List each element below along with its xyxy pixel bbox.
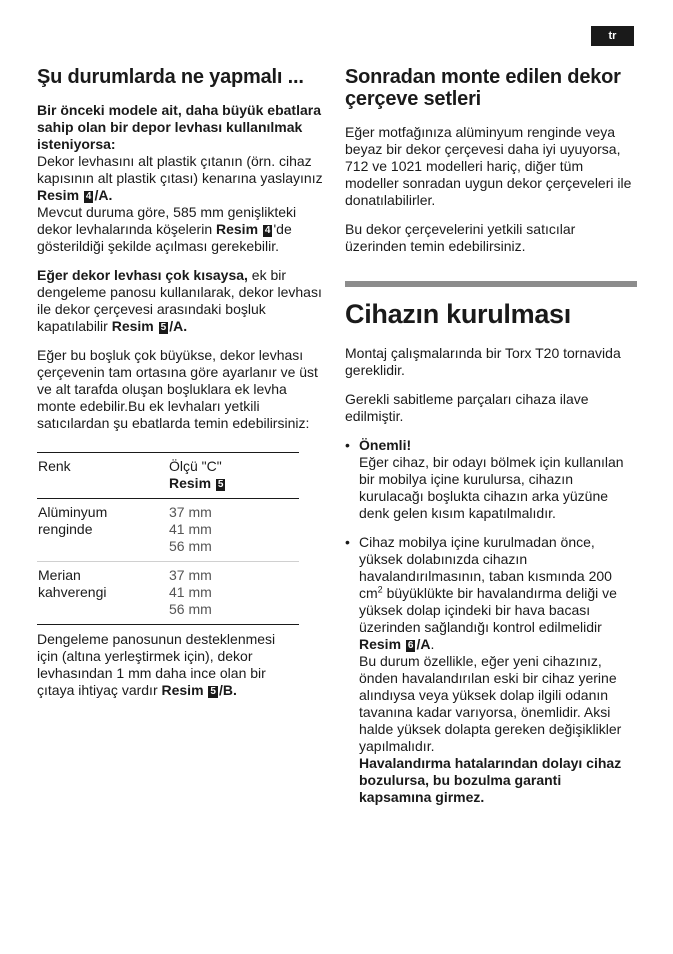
important-text: Eğer cihaz, bir odayı bölmek için kullanılan bir mobilya içine kurulursa, cihazın kurulacağı boşlukta cihazın arka yüzüne denk gelen kısım kapatılmalıdır.: [359, 454, 624, 521]
installation-notes-list: [345, 437, 637, 806]
header-color: Renk: [37, 453, 168, 499]
ventilation-text-c: Bu durum özellikle, eğer yeni cihazınız, önden havalandırılan eski bir cihaz yerine alındıysa veya yüksek dolap ilgili odanın tavanına kadar varıyorsa, önemlidir. Aksi halde yüksek dolapta gereken değişiklikler yapılmalıdır.: [359, 653, 622, 754]
figure-reference: Resim 4 /A.: [37, 187, 113, 203]
figure-6-badge: 6: [407, 640, 414, 651]
larger-panel-text-b: Mevcut duruma göre, 585 mm genişlikteki dekor levhalarında köşelerin: [37, 204, 297, 237]
row-color: Merian kahverengi: [37, 562, 168, 625]
dimensions-table: [37, 452, 299, 625]
bullet: •: [345, 437, 350, 453]
table-row: [37, 499, 299, 562]
section-title-frame-sets: Sonradan monte edilen dekor çerçeve setleri: [345, 66, 621, 110]
section-title-installation: Cihazın kurulması: [345, 299, 571, 329]
figure-reference: Resim 6 /A: [359, 636, 431, 652]
paragraph-dealers: Bu dekor çerçevelerini yetkili satıcılar üzerinden temin edebilirsiniz.: [345, 221, 576, 254]
figure-4-badge: 4: [264, 225, 271, 236]
short-panel-text: ek bir dengeleme panosu kullanılarak, dekor levhası ile dekor çerçevesi arasındaki boşluk kapatılabilir: [37, 267, 322, 334]
figure-4-badge: 4: [85, 191, 92, 202]
language-tab: tr: [591, 26, 634, 46]
warranty-warning: Havalandırma hatalarından dolayı cihaz bozulursa, bu bozulma garanti kapsamına girmez.: [359, 755, 622, 805]
table-row: [37, 562, 299, 625]
table-header-row: [37, 453, 299, 499]
paragraph-short-panel: [37, 267, 329, 335]
figure-5-badge: 5: [160, 322, 167, 333]
figure-reference: Resim 5 /B.: [161, 682, 237, 698]
ventilation-text-a: Cihaz mobilya içine kurulmadan önce, yüksek dolabınızda cihazın havalandırılmasının, taban kısmında 200 cm: [359, 534, 612, 601]
paragraph-torx: Montaj çalışmalarında bir Torx T20 tornavida gereklidir.: [345, 345, 621, 378]
figure-reference: Resim 4: [216, 221, 271, 237]
important-heading: Önemli!: [359, 437, 412, 453]
figure-5-badge: 5: [217, 479, 224, 490]
paragraph-fixings: Gerekli sabitleme parçaları cihaza ilave edilmiştir.: [345, 391, 589, 424]
list-item: [345, 437, 637, 522]
header-size: Ölçü "C" Resim 5: [168, 453, 299, 499]
figure-reference: Resim 5 /A.: [111, 318, 188, 334]
larger-panel-text-c: 'de gösterildiği şekilde açılması gerekebilir.: [37, 221, 292, 254]
ventilation-text-b: büyüklükte bir havalandırma deliği ve yüksek dolap içindeki bir hava bacası üzerinden sağlandığı kontrol edilmelidir: [359, 585, 617, 635]
section-title-what-to-do: Şu durumlarda ne yapmalı ...: [37, 66, 304, 88]
short-panel-heading: Eğer dekor levhası çok kısaysa,: [37, 267, 248, 283]
right-column: [345, 66, 637, 818]
section-divider: [345, 281, 637, 287]
superscript: 2: [377, 584, 383, 595]
bullet: •: [345, 534, 350, 550]
list-item: • Cihaz mobilya içine kurulmadan önce, yüksek dolabınızda cihazın havalandırılmasının, taban kısmında 200 $cm^2$ büyüklükte bir havalandırma deliği ve yüksek dolap içindeki bir hava bacası üzerinden sağlandığı kontrol edilmelidir Resim 6 /A. Bu durum özellikle, eğer yeni cihazınız, önden havalandırılan eski bir cihaz yerine alındıysa veya yüksek dolap ilgili odanın tavanına kadar varıyorsa, önemlidir. Aksi halde yüksek dolapta gereken değişiklikler yapılmalıdır. Havalandırma hatalarından dolayı cihaz bozulursa, bu bozulma garanti kapsamına girmez.: [345, 534, 622, 805]
paragraph-frame-sets: Eğer motfağınıza alüminyum renginde veya beyaz bir dekor çerçevesi daha iyi uyuyorsa, 712 ve 1021 modelleri hariç, diğer tüm modeller sonradan uygun dekor çerçeveleri ile donatılabilirler.: [345, 124, 632, 208]
left-column: [37, 66, 329, 699]
row-sizes: 37 mm 41 mm 56 mm: [168, 562, 299, 625]
row-color: Alüminyum renginde: [37, 499, 168, 562]
figure-5-badge: 5: [210, 686, 216, 697]
larger-panel-text-a: Dekor levhasını alt plastik çıtanın (örn. cihaz kapısının alt plastik çıtası) kenarına yaslayınız: [37, 153, 323, 186]
note-support-strip: Dengeleme panosunun desteklenmesi için (altına yerleştirmek için), dekor levhasından 1 mm daha ince olan bir çıtaya ihtiyaç vardır Resim 5 /B.: [37, 631, 276, 698]
paragraph-large-gap: Eğer bu boşluk çok büyükse, dekor levhası çerçevenin tam ortasına göre ayarlanır ve üst ve alt tarafda oluşan boşluklara ek levha monte edebilir.Bu ek levhaları yetkili satıcılardan şu ebatlarda temin edebilirsiniz:: [37, 347, 318, 431]
row-sizes: 37 mm 41 mm 56 mm: [168, 499, 299, 562]
paragraph-larger-panel: [37, 102, 329, 255]
larger-panel-heading: Bir önceki modele ait, daha büyük ebatlara sahip olan bir depor levhası kullanılmak isteniyorsa:: [37, 102, 321, 152]
